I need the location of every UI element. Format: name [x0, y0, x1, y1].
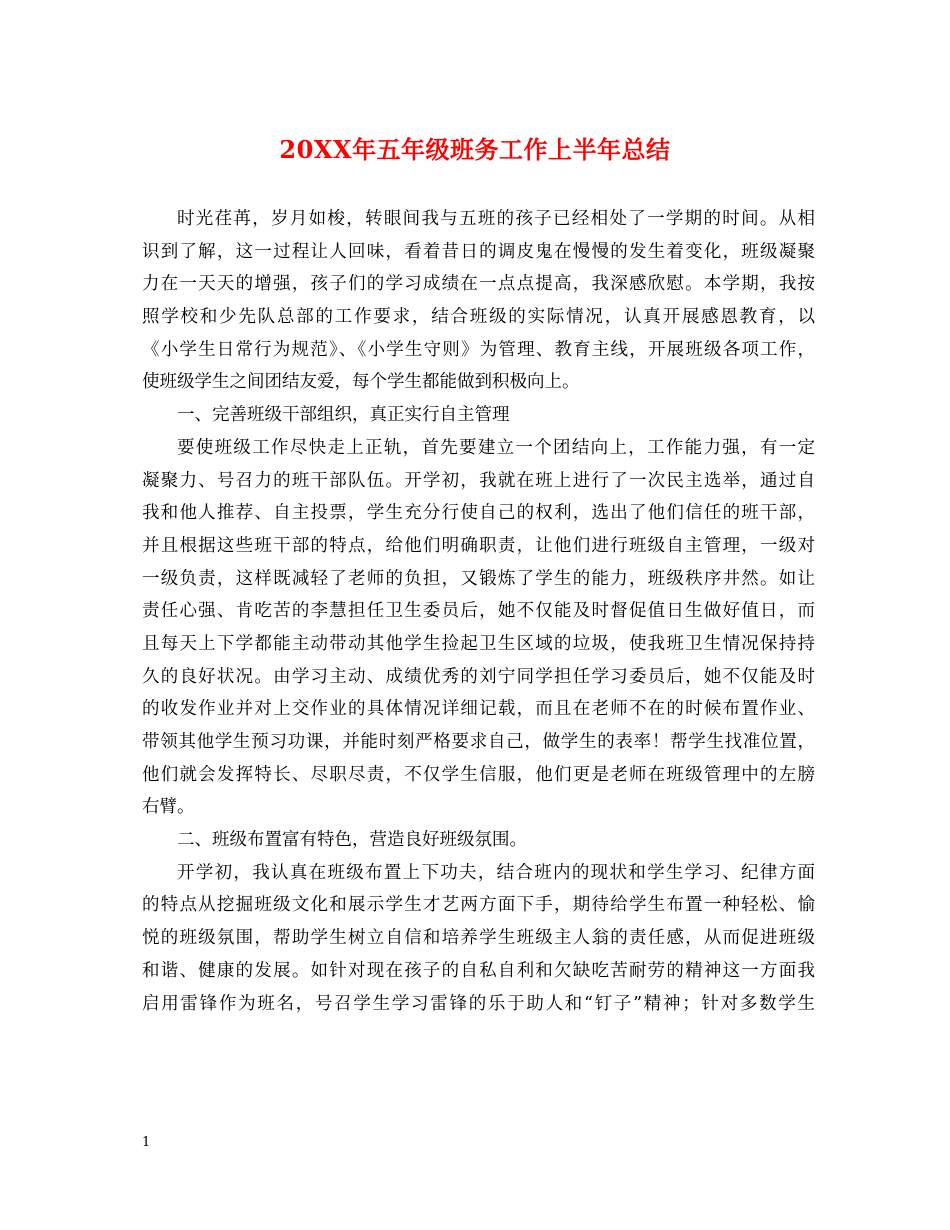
- text-line: 《小学生日常行为规范》、《小学生守则》为管理、教育主线，开展班级各项工作，: [142, 339, 815, 360]
- text-line: 识到了解，这一过程让人回味，看着昔日的调皮鬼在慢慢的发生着变化，班级凝聚: [142, 241, 815, 262]
- text-line: 启用雷锋作为班名，号召学生学习雷锋的乐于助人和“钉子”精神；针对多数学生: [142, 993, 815, 1014]
- text-line: 和谐、健康的发展。如针对现在孩子的自私自利和欠缺吃苦耐劳的精神这一方面我: [142, 960, 815, 981]
- text-line: 一级负责，这样既减轻了老师的负担，又锻炼了学生的能力，班级秩序井然。如让: [142, 568, 815, 589]
- text-line: 的特点从挖掘班级文化和展示学生才艺两方面下手，期待给学生布置一种轻松、愉: [142, 895, 815, 916]
- document-body: [142, 203, 815, 1020]
- document-title: 20XX年五年级班务工作上半年总结: [279, 135, 671, 164]
- text-line: 并且根据这些班干部的特点，给他们明确职责，让他们进行班级自主管理，一级对: [142, 535, 815, 556]
- text-line: 时光荏苒，岁月如梭，转眼间我与五班的孩子已经相处了一学期的时间。从相: [177, 209, 815, 229]
- text-line: 凝聚力、号召力的班干部队伍。开学初，我就在班上进行了一次民主选举，通过自: [142, 470, 815, 491]
- page-number: 1: [142, 1135, 151, 1150]
- text-line: 久的良好状况。由学习主动、成绩优秀的刘宁同学担任学习委员后，她不仅能及时: [142, 666, 815, 687]
- section-heading: 一、完善班级干部组织，真正实行自主管理: [177, 405, 510, 426]
- text-line: 他们就会发挥特长、尽职尽责，不仅学生信服，他们更是老师在班级管理中的左膀: [142, 764, 815, 785]
- text-line: 右臂。: [142, 797, 195, 818]
- text-line: 使班级学生之间团结友爱，每个学生都能做到积极向上。: [142, 372, 580, 393]
- text-line: 悦的班级氛围，帮助学生树立自信和培养学生班级主人翁的责任感，从而促进班级: [142, 928, 815, 949]
- text-line: 照学校和少先队总部的工作要求，结合班级的实际情况，认真开展感恩教育，以: [142, 307, 815, 328]
- section-heading: 二、班级布置富有特色，营造良好班级氛围。: [177, 830, 527, 851]
- text-line: 开学初，我认真在班级布置上下功夫，结合班内的现状和学生学习、纪律方面: [177, 862, 815, 883]
- text-line: 且每天上下学都能主动带动其他学生捡起卫生区域的垃圾，使我班卫生情况保持持: [142, 633, 815, 654]
- text-line: 我和他人推荐、自主投票，学生充分行使自己的权利，选出了他们信任的班干部，: [142, 503, 815, 524]
- text-line: 力在一天天的增强，孩子们的学习成绩在一点点提高，我深感欣慰。本学期，我按: [142, 274, 815, 295]
- text-line: 带领其他学生预习功课，并能时刻严格要求自己，做学生的表率！帮学生找准位置，: [142, 732, 815, 752]
- text-line: 要使班级工作尽快走上正轨，首先要建立一个团结向上，工作能力强，有一定: [177, 437, 815, 458]
- text-line: 责任心强、肯吃苦的李慧担任卫生委员后，她不仅能及时督促值日生做好值日，而: [142, 601, 815, 622]
- text-line: 的收发作业并对上交作业的具体情况详细记载，而且在老师不在的时候布置作业、: [142, 699, 815, 720]
